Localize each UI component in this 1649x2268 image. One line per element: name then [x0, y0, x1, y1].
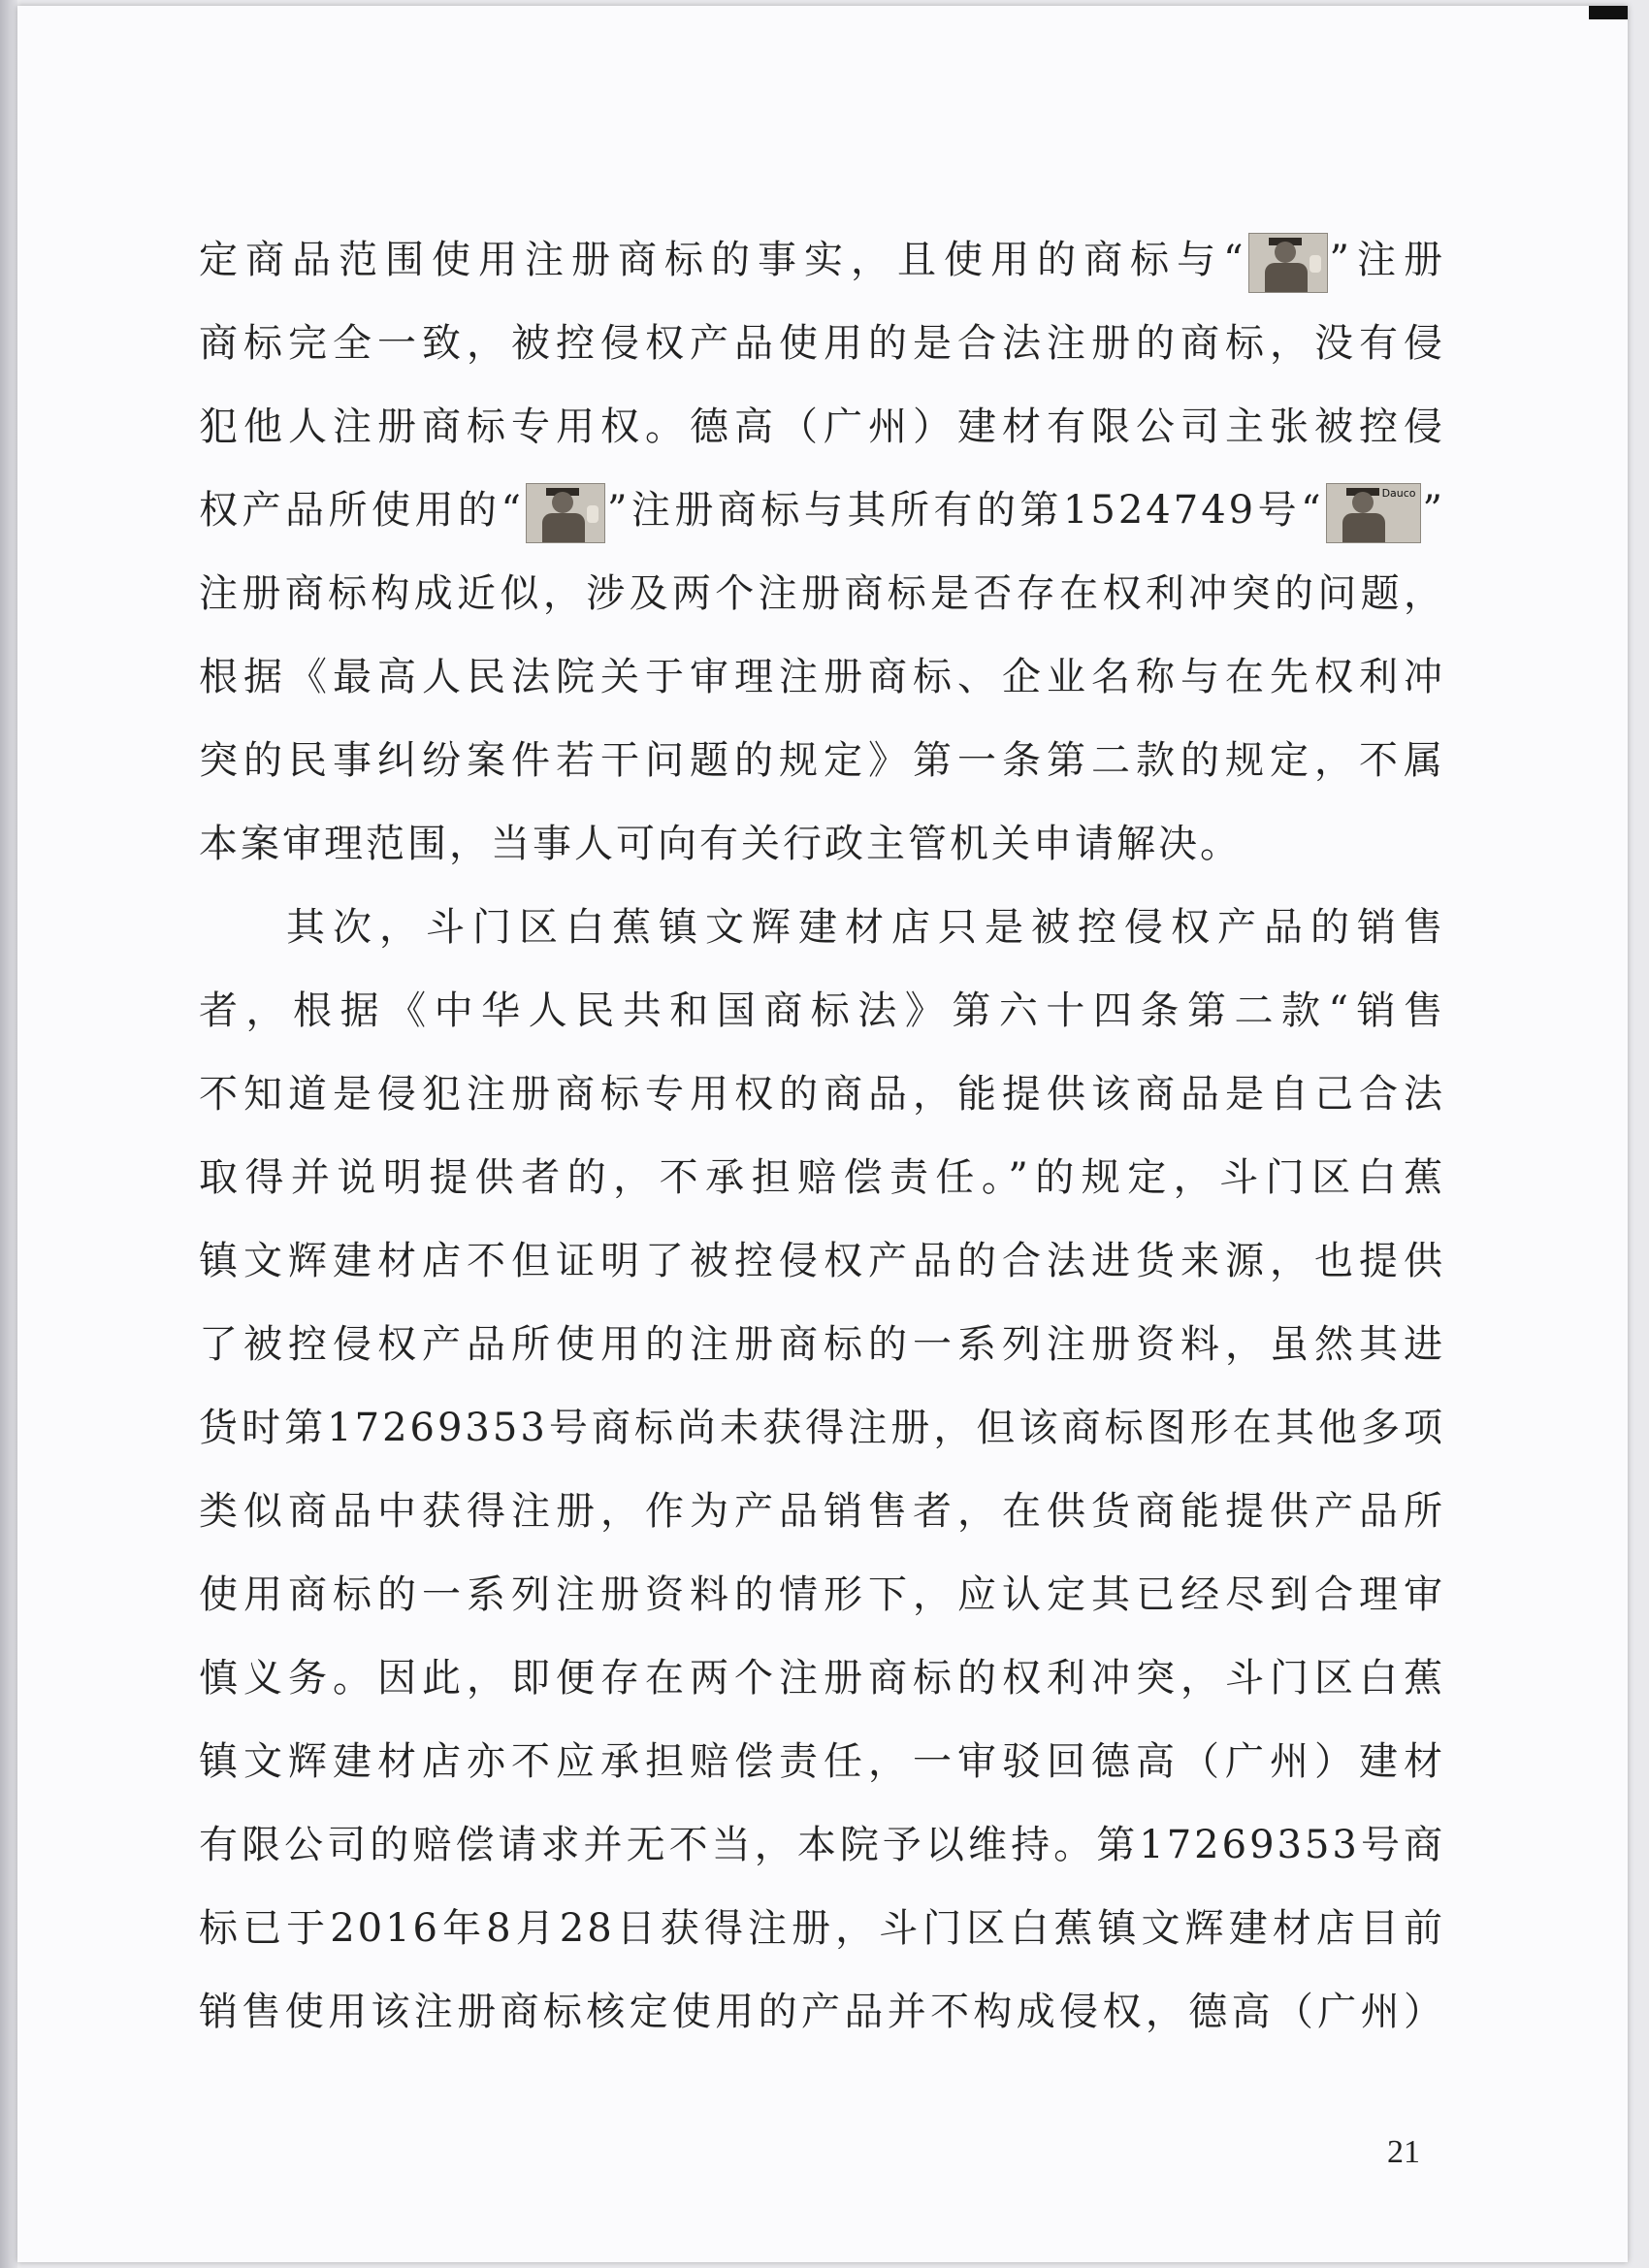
text-segment: ”: [1422, 488, 1445, 533]
text-line: 不知道是侵犯注册商标专用权的商品，能提供该商品是自己合法: [199, 1072, 1445, 1117]
text-line: [199, 218, 1445, 302]
text-line: 类似商品中获得注册，作为产品销售者，在供货商能提供产品所: [199, 1489, 1445, 1534]
text-line: 镇文辉建材店亦不应承担赔偿责任，一审驳回德高（广州）建材: [199, 1739, 1445, 1784]
text-line: 慎义务。因此，即便存在两个注册商标的权利冲突，斗门区白蕉: [199, 1656, 1445, 1701]
dauco-trademark-image: [1326, 483, 1421, 543]
text-segment: 定商品范围使用注册商标的事实，且使用的商标与“: [199, 238, 1246, 282]
text-line: 标已于2016年8月28日获得注册，斗门区白蕉镇文辉建材店目前: [199, 1906, 1445, 1951]
page-number: 21: [1387, 2134, 1420, 2170]
text-line: 本案审理范围，当事人可向有关行政主管机关申请解决。: [199, 822, 1242, 866]
text-line: 者，根据《中华人民共和国商标法》第六十四条第二款“销售: [199, 988, 1445, 1033]
text-line: 取得并说明提供者的，不承担赔偿责任。”的规定，斗门区白蕉: [199, 1155, 1445, 1200]
text-line: 其次，斗门区白蕉镇文辉建材店只是被控侵权产品的销售: [286, 905, 1445, 950]
text-line: 注册商标构成近似，涉及两个注册商标是否存在权利冲突的问题，: [199, 571, 1445, 616]
body-text: [199, 218, 1445, 2054]
text-line: 商标完全一致，被控侵权产品使用的是合法注册的商标，没有侵: [199, 321, 1445, 366]
text-line: 销售使用该注册商标核定使用的产品并不构成侵权，德高（广州）: [199, 1990, 1445, 2034]
scan-corner-mark: [1589, 6, 1628, 19]
text-line: 有限公司的赔偿请求并无不当，本院予以维持。第17269353号商: [199, 1823, 1445, 1867]
trademark-image: [1248, 233, 1328, 293]
text-line: 使用商标的一系列注册资料的情形下，应认定其已经尽到合理审: [199, 1572, 1445, 1617]
text-segment: 权产品所使用的“: [199, 488, 524, 533]
page-left-edge: [0, 0, 17, 2268]
text-line: 镇文辉建材店不但证明了被控侵权产品的合法进货来源，也提供: [199, 1239, 1445, 1283]
text-segment: ”注册: [1329, 238, 1446, 282]
trademark-image: [526, 483, 605, 543]
text-line: 根据《最高人民法院关于审理注册商标、企业名称与在先权利冲: [199, 655, 1445, 699]
text-line: 了被控侵权产品所使用的注册商标的一系列注册资料，虽然其进: [199, 1322, 1445, 1367]
text-line: [199, 469, 1445, 552]
text-line: 货时第17269353号商标尚未获得注册，但该商标图形在其他多项: [199, 1406, 1445, 1450]
text-segment: ”注册商标与其所有的第1524749号“: [606, 488, 1324, 533]
text-line: 犯他人注册商标专用权。德高（广州）建材有限公司主张被控侵: [199, 405, 1445, 449]
trademark-brand-text: Dauco: [1381, 487, 1416, 500]
text-line: 突的民事纠纷案件若干问题的规定》第一条第二款的规定，不属: [199, 738, 1445, 783]
